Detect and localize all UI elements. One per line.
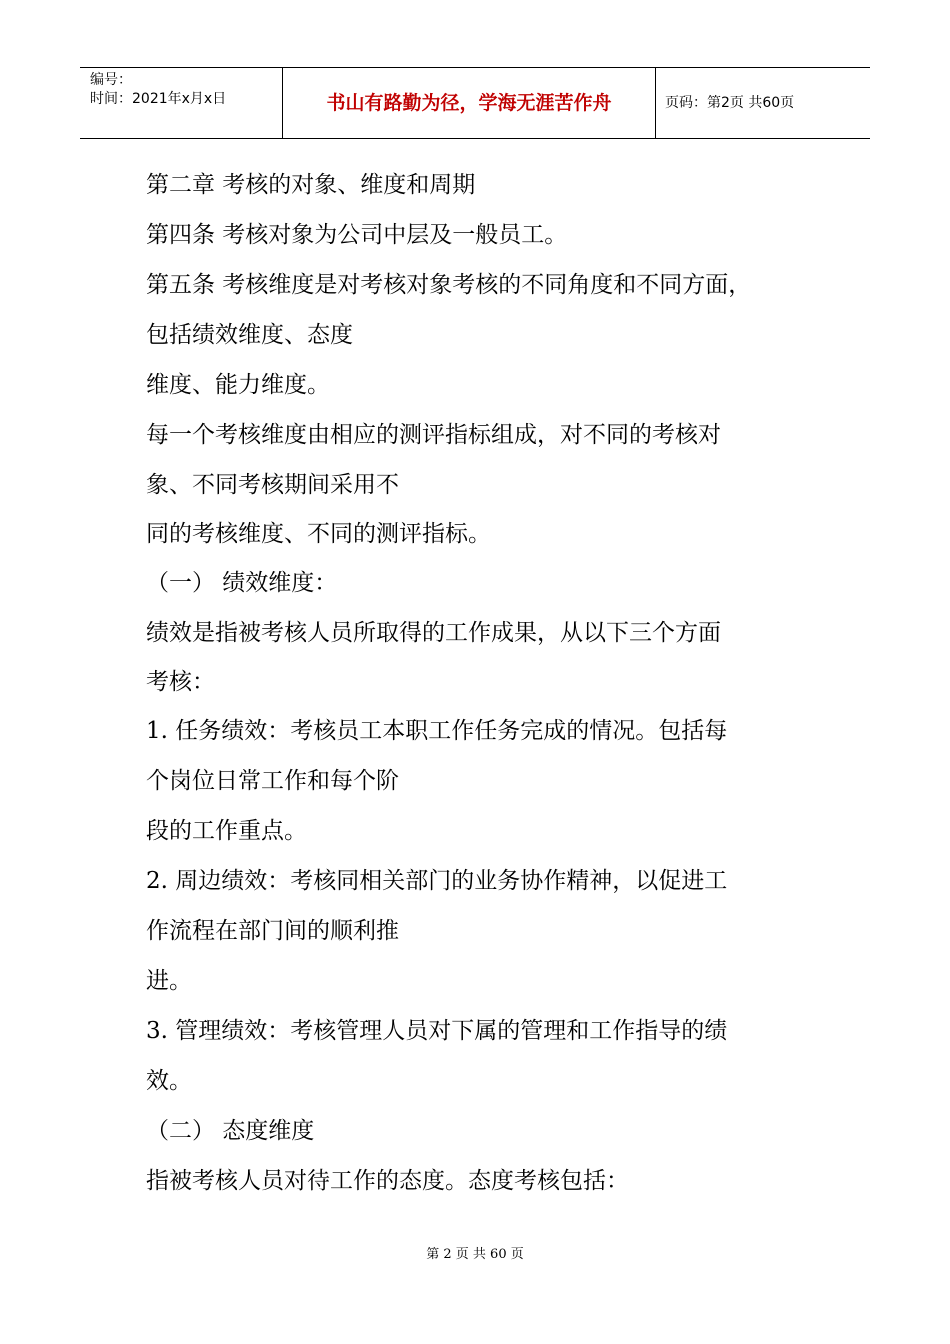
paragraph-line: 个岗位日常工作和每个阶: [146, 768, 399, 794]
paragraph-line: 包括绩效维度、态度: [146, 322, 353, 348]
header-page-cell: [655, 68, 870, 138]
motto: 书山有路勤为径，学海无涯苦作舟: [326, 92, 612, 114]
paragraph-line: 指被考核人员对待工作的态度。态度考核包括：: [146, 1168, 629, 1194]
list-item: 1. 任务绩效：考核员工本职工作任务完成的情况。包括每: [146, 718, 728, 744]
paragraph-line: 绩效是指被考核人员所取得的工作成果，从以下三个方面: [146, 620, 721, 646]
paragraph-line: 段的工作重点。: [146, 818, 307, 844]
header-motto-cell: [282, 68, 656, 138]
paragraph-line: 每一个考核维度由相应的测评指标组成，对不同的考核对: [146, 422, 721, 448]
header-page-number: 页码：第2页 共60页: [665, 95, 795, 111]
chapter-heading: 第二章 考核的对象、维度和周期: [146, 172, 476, 198]
list-item: 3. 管理绩效：考核管理人员对下属的管理和工作指导的绩: [146, 1018, 728, 1044]
list-item: 2. 周边绩效：考核同相关部门的业务协作精神，以促进工: [146, 868, 728, 894]
paragraph-line: 作流程在部门间的顺利推: [146, 918, 399, 944]
page-header: [80, 67, 870, 139]
paragraph-line: 维度、能力维度。: [146, 372, 330, 398]
header-meta-cell: [80, 68, 282, 138]
paragraph-line: 同的考核维度、不同的测评指标。: [146, 521, 491, 547]
document-number: 编号：: [90, 72, 132, 88]
page-footer: 第 2 页 共 60 页: [426, 1247, 524, 1262]
paragraph-line: 进。: [146, 968, 192, 994]
paragraph-line: 象、不同考核期间采用不: [146, 472, 399, 498]
paragraph-line: 第四条 考核对象为公司中层及一般员工。: [146, 222, 568, 248]
section-heading: （二） 态度维度: [146, 1118, 315, 1144]
section-heading: （一） 绩效维度：: [146, 570, 338, 596]
document-date: 时间：2021年x月x日: [90, 91, 227, 107]
paragraph-line: 效。: [146, 1068, 192, 1094]
paragraph-line: 考核：: [146, 669, 215, 695]
paragraph-line: 第五条 考核维度是对考核对象考核的不同角度和不同方面，: [146, 272, 752, 298]
